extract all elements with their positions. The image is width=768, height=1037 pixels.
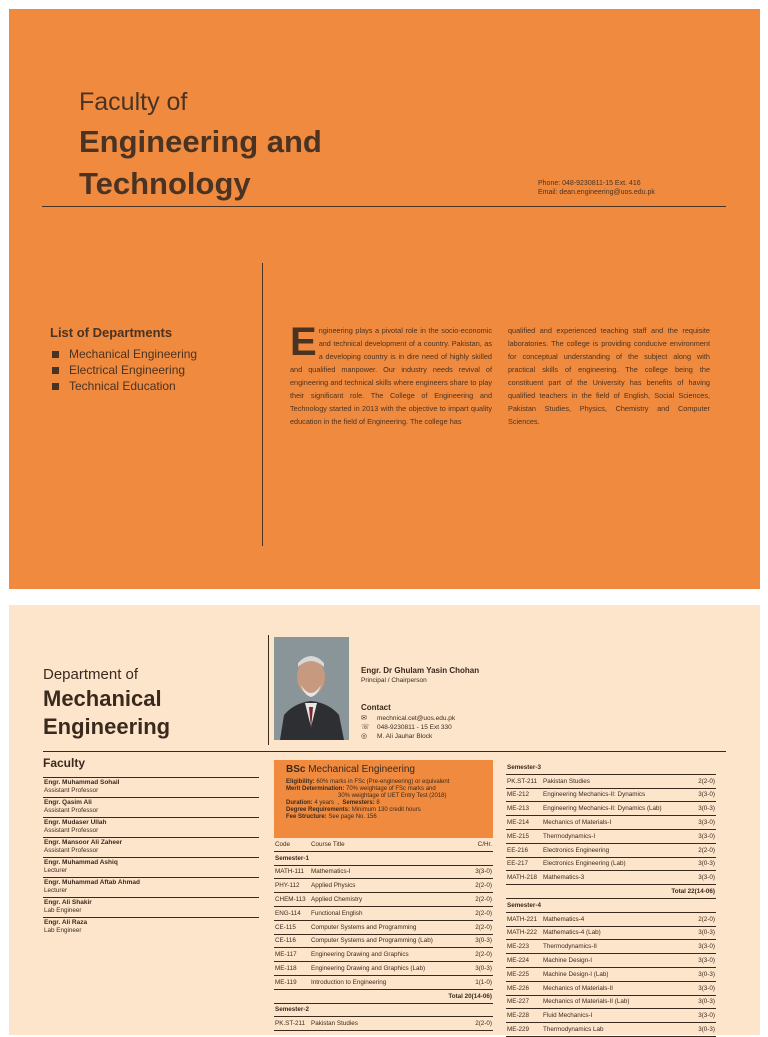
contact-email-line [361,714,455,722]
course-hr: 3(3-0) [678,871,716,885]
course-code: ME-226 [506,981,542,995]
course-title: Fluid Mechanics-I [542,1009,678,1023]
course-code: ME-213 [506,802,542,816]
program-title: BSc Mechanical Engineering [286,764,415,775]
course-code: ME-117 [274,948,310,962]
table-header-row [274,838,493,851]
table-row [506,940,716,954]
faculty-of-label: Faculty of [79,88,188,116]
table-row [506,871,716,885]
departments-list [52,346,197,394]
course-hr: 2(2-0) [455,920,493,934]
course-hr: 3(3-0) [678,816,716,830]
faculty-list [43,777,259,937]
course-code: CE-115 [274,920,310,934]
course-hr: 2(2-0) [678,843,716,857]
course-title: Applied Physics [310,879,455,893]
list-item: Engr. Qasim Ali Assistant Professor [43,797,259,817]
course-code: ME-227 [506,995,542,1009]
table-row [506,857,716,871]
course-code: PHY-112 [274,879,310,893]
faculty-cover-panel [9,9,760,589]
column-header: Course Title [310,838,455,851]
contact-email: mechnical.cet@uos.edu.pk [377,714,456,722]
course-code: ME-215 [506,829,542,843]
table-row [506,912,716,926]
course-hr: 2(2-0) [455,1017,493,1031]
semester-heading-row [506,898,716,912]
table-row [506,995,716,1009]
course-code: ME-118 [274,962,310,976]
course-title: Pakistan Studies [310,1017,455,1031]
contact-phone-line [361,723,452,731]
course-hr: 3(0-3) [678,857,716,871]
divider-vertical [268,635,269,745]
course-code: ME-214 [506,816,542,830]
semester-heading-row [274,1003,493,1017]
course-code: EE-216 [506,843,542,857]
table-row [274,920,493,934]
course-hr: 2(2-0) [455,879,493,893]
course-hr: 3(3-0) [678,954,716,968]
course-title: Mechanics of Materials-II [542,981,678,995]
table-row [506,967,716,981]
course-code: MATH-222 [506,926,542,940]
table-row [506,1009,716,1023]
list-item: Technical Education [52,378,197,394]
table-row [274,865,493,879]
program-box [274,760,493,1031]
list-item: Engr. Mansoor Ali Zaheer Assistant Professor [43,837,259,857]
course-title: Functional English [310,906,455,920]
course-code: PK.ST-211 [506,774,542,788]
course-title: Mathematics-3 [542,871,678,885]
course-hr: 3(0-3) [678,967,716,981]
bullet-icon [52,367,59,374]
course-table-right [506,761,716,1037]
course-code: EE-217 [506,857,542,871]
course-title: Machine Design-I (Lab) [542,967,678,981]
contact-phone: 048-9230811 - 15 Ext 330 [377,723,452,731]
bullet-icon [52,383,59,390]
departments-heading: List of Departments [50,325,173,340]
course-title: Mechanics of Materials-II (Lab) [542,995,678,1009]
course-hr: 3(0-3) [455,962,493,976]
list-item: Mechanical Engineering [52,346,197,362]
course-title: Mathematics-I [310,865,455,879]
intro-paragraph-col2: qualified and experienced teaching staff and the requisite laboratories. The college is providing conducive environment for conceptual understanding of the subject along with practical skills of engineering. The college being the constituent part of the University has benefits of having qualified teachers in the field of English, Social Sciences, Pakistan Studies, Physics, Chemistry and Computer Sciences. [508,326,710,426]
course-code: ENG-114 [274,906,310,920]
department-title: Mechanical Engineering [43,686,171,739]
course-code: ME-225 [506,967,542,981]
program-requirements: Eligibility: 60% marks in FSc (Pre-engineering) or equivalent Merit Determination: 70% weightage of FSc marks and 30% weightage of UET Entry Test (2018) Duration: 4 years , Semesters: 8 Degree Requirements: Minimum 130 credit hours Fee Structure: See page No. 156 [286,779,450,820]
course-hr: 2(2-0) [455,948,493,962]
course-code: ME-229 [506,1023,542,1037]
course-title: Thermodynamics-I [542,829,678,843]
course-hr: 3(3-0) [678,981,716,995]
course-hr: 3(0-3) [678,1023,716,1037]
course-table-right-wrap [506,761,716,1037]
course-hr: 2(2-0) [455,893,493,907]
table-row [506,1023,716,1037]
semester-total: Total 20(14-06) [274,989,493,1003]
divider-vertical [262,263,263,546]
table-row [274,893,493,907]
course-code: ME-119 [274,975,310,989]
course-code: CE-116 [274,934,310,948]
course-hr: 3(0-3) [678,995,716,1009]
column-header: Code [274,838,310,851]
course-hr: 2(2-0) [678,912,716,926]
course-code: MATH-111 [274,865,310,879]
list-item: Engr. Muhammad Sohail Assistant Professor [43,777,259,797]
table-row [506,802,716,816]
faculty-heading: Faculty [43,756,86,770]
semester-heading-row [274,851,493,865]
intro-paragraph-col1: Engineering plays a pivotal role in the socio-economic and technical development of a country. Pakistan, as a developing country is in dire need of highly skilled and qualified manpower. Our industry needs revival of engineering and technical skills where engineers share to play their significant role. The College of Engineering and Technology started in 2013 with the objective to impart quality education in the field of Engineering. The college has [290,320,492,426]
course-code: ME-224 [506,954,542,968]
list-item: Engr. Muhammad Aftab Ahmad Lecturer [43,877,259,897]
course-code: PK.ST-211 [274,1017,310,1031]
contact-heading: Contact [361,703,391,712]
faculty-contact [538,179,655,197]
list-item: Engr. Mudaser Ullah Assistant Professor [43,817,259,837]
course-title: Thermodynamics Lab [542,1023,678,1037]
course-hr: 3(3-0) [678,829,716,843]
course-title: Mathematics-4 (Lab) [542,926,678,940]
course-title: Computer Systems and Programming (Lab) [310,934,455,948]
column-header: C/Hr. [455,838,493,851]
course-code: ME-228 [506,1009,542,1023]
chairperson-role: Principal / Chairperson [361,677,427,684]
list-item: Electrical Engineering [52,362,197,378]
course-title: Machine Design-I [542,954,678,968]
contact-address: M. Ali Jauhar Block [377,732,433,740]
department-of-label: Department of [43,666,139,683]
table-row [506,788,716,802]
course-title: Engineering Mechanics-II: Dynamics (Lab) [542,802,678,816]
envelope-icon: ✉ [361,715,367,722]
table-row [506,981,716,995]
course-code: ME-223 [506,940,542,954]
semester-heading: Semester-1 [274,851,493,865]
chairperson-name: Engr. Dr Ghulam Yasin Chohan [361,666,480,675]
bullet-icon [52,351,59,358]
faculty-title-line2: Technology [79,166,251,201]
location-pin-icon: ◎ [361,733,368,740]
course-title: Electronics Engineering [542,843,678,857]
table-row [506,926,716,940]
table-row [274,948,493,962]
course-hr: 1(1-0) [455,975,493,989]
table-row [506,829,716,843]
course-code: ME-212 [506,788,542,802]
contact-address-line [361,732,432,740]
course-title: Engineering Drawing and Graphics (Lab) [310,962,455,976]
total-row [506,885,716,899]
table-row [274,906,493,920]
dropcap: E [290,320,317,364]
program-header [274,760,493,838]
course-code: MATH-221 [506,912,542,926]
table-row [274,975,493,989]
total-row [274,989,493,1003]
course-code: CHEM-113 [274,893,310,907]
course-title: Introduction to Engineering [310,975,455,989]
course-title: Electronics Engineering (Lab) [542,857,678,871]
divider [42,206,726,207]
course-table-left [274,838,493,1031]
course-title: Computer Systems and Programming [310,920,455,934]
semester-heading-row [506,761,716,774]
course-hr: 3(3-0) [455,865,493,879]
faculty-title [79,121,339,205]
course-title: Mechanics of Materials-I [542,816,678,830]
course-hr: 3(3-0) [678,940,716,954]
table-row [274,934,493,948]
course-hr: 3(3-0) [678,788,716,802]
course-title: Thermodynamics-II [542,940,678,954]
department-panel [9,605,760,1035]
semester-total: Total 22(14-06) [506,885,716,899]
chairperson-photo [274,637,349,740]
table-row [274,962,493,976]
course-hr: 3(0-3) [678,926,716,940]
course-code: MATH-218 [506,871,542,885]
semester-heading: Semester-3 [506,761,716,774]
course-hr: 2(2-0) [678,774,716,788]
faculty-title-line1: Engineering and [79,124,322,159]
table-row [274,879,493,893]
table-row [506,954,716,968]
list-item: Engr. Ali Raza Lab Engineer [43,917,259,937]
course-title: Pakistan Studies [542,774,678,788]
course-title: Mathematics-4 [542,912,678,926]
table-row [506,843,716,857]
phone-icon: ☏ [361,724,370,731]
course-hr: 3(0-3) [678,802,716,816]
course-hr: 3(0-3) [455,934,493,948]
list-item: Engr. Muhammad Ashiq Lecturer [43,857,259,877]
course-title: Applied Chemistry [310,893,455,907]
course-title: Engineering Mechanics-II: Dynamics [542,788,678,802]
semester-heading: Semester-2 [274,1003,493,1017]
table-row [506,816,716,830]
course-hr: 2(2-0) [455,906,493,920]
list-item: Engr. Ali Shakir Lab Engineer [43,897,259,917]
faculty-email: Email: dean.engineering@uos.edu.pk [538,189,655,196]
course-title: Engineering Drawing and Graphics [310,948,455,962]
course-hr: 3(3-0) [678,1009,716,1023]
divider [43,751,726,752]
table-row [506,774,716,788]
semester-heading: Semester-4 [506,898,716,912]
faculty-phone: Phone: 048-9230811-15 Ext. 416 [538,180,641,187]
